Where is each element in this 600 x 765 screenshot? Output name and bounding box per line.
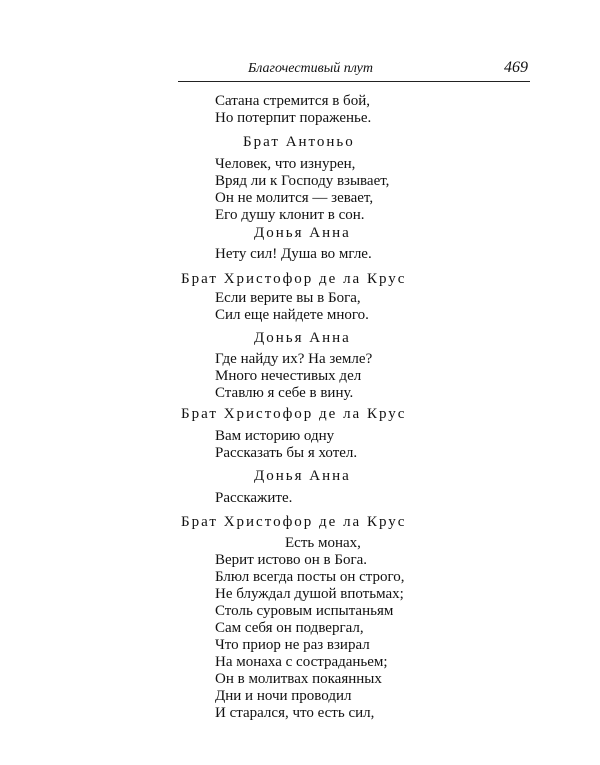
verse-line: Ставлю я себе в вину. <box>215 385 354 401</box>
verse-line: Где найду их? На земле? <box>215 351 373 367</box>
verse-stanza <box>215 490 292 507</box>
speaker-name: Донья Анна <box>254 225 351 241</box>
verse-stanza <box>215 351 372 402</box>
speaker-name: Донья Анна <box>254 468 351 484</box>
verse-line: Человек, что изнурен, <box>215 156 356 172</box>
speaker-name: Брат Христофор де ла Крус <box>181 271 407 287</box>
verse-line: На монаха с состраданьем; <box>215 654 388 670</box>
verse-line: Расскажите. <box>215 490 293 506</box>
verse-line: Но потерпит пораженье. <box>215 110 372 126</box>
speaker-name: Брат Антоньо <box>243 134 355 150</box>
verse-stanza <box>215 535 405 722</box>
verse-line: Вряд ли к Господу взывает, <box>215 173 390 189</box>
speaker-name: Брат Христофор де ла Крус <box>181 406 407 422</box>
running-title: Благочестивый плут <box>248 61 373 76</box>
verse-line: Есть монах, <box>285 535 361 551</box>
verse-line: Верит истово он в Бога. <box>215 552 368 568</box>
verse-line: Если верите вы в Бога, <box>215 290 361 306</box>
verse-line: Столь суровым испытаньям <box>215 603 394 619</box>
verse-line: Сам себя он подвергал, <box>215 620 364 636</box>
speaker-name: Донья Анна <box>254 330 351 346</box>
verse-line: Сил еще найдете много. <box>215 307 369 323</box>
verse-line: Рассказать бы я хотел. <box>215 445 358 461</box>
verse-line: И старался, что есть сил, <box>215 705 375 721</box>
verse-line: Он в молитвах покаянных <box>215 671 382 687</box>
speaker-name: Брат Христофор де ла Крус <box>181 514 407 530</box>
verse-stanza <box>215 156 389 224</box>
verse-line: Не блуждал душой впотьмах; <box>215 586 404 602</box>
verse-stanza <box>215 246 372 263</box>
verse-line: Он не молится — зевает, <box>215 190 374 206</box>
verse-line: Дни и ночи проводил <box>215 688 352 704</box>
verse-line: Его душу клонит в сон. <box>215 207 365 223</box>
page-header <box>178 59 530 82</box>
verse-line: Вам историю одну <box>215 428 335 444</box>
verse-line: Нету сил! Душа во мгле. <box>215 246 372 262</box>
verse-line: Много нечестивых дел <box>215 368 362 384</box>
verse-line: Что приор не раз взирал <box>215 637 370 653</box>
page-number: 469 <box>504 59 528 76</box>
verse-stanza <box>215 93 371 127</box>
verse-stanza <box>215 428 357 462</box>
verse-line: Сатана стремится в бой, <box>215 93 370 109</box>
verse-line: Блюл всегда посты он строго, <box>215 569 405 585</box>
verse-stanza <box>215 290 369 324</box>
